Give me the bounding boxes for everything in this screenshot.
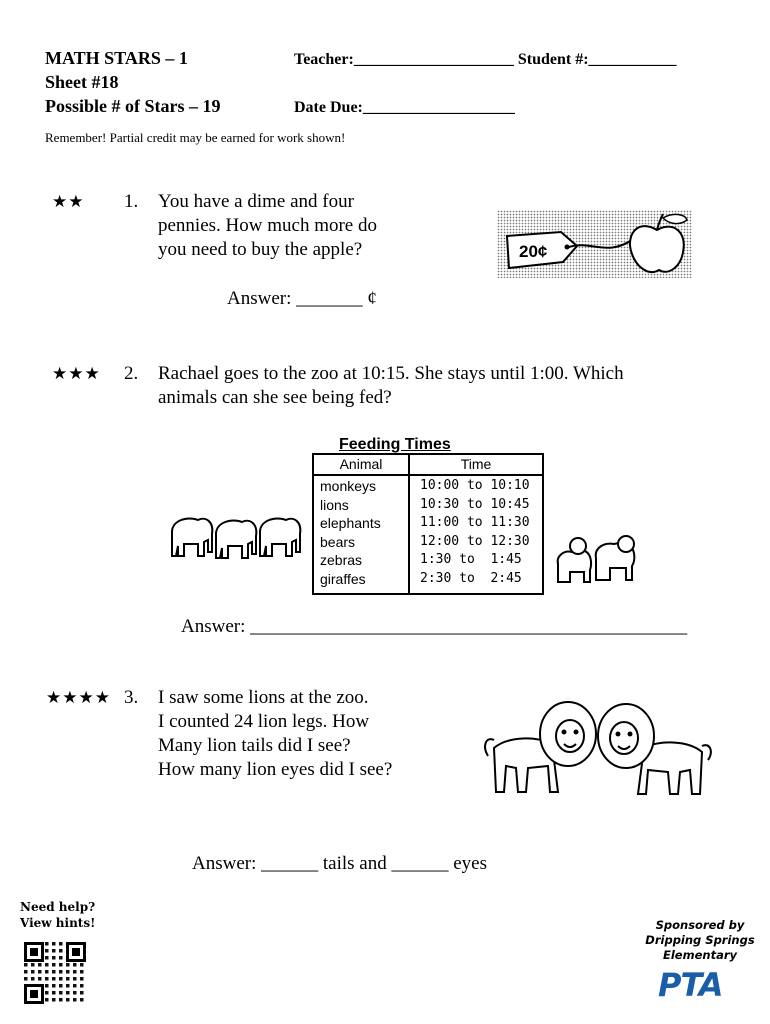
help-line-2: View hints! xyxy=(20,916,96,930)
q2-line: Rachael goes to the zoo at 10:15. She stays until 1:00. Which xyxy=(158,363,624,384)
q3-line: I counted 24 lion legs. How xyxy=(158,711,370,732)
teacher-blank: ____________________ xyxy=(353,51,514,68)
sponsor-line-2: Dripping Springs xyxy=(645,933,755,947)
student-blank: ___________ xyxy=(588,51,677,68)
q1-line: You have a dime and four xyxy=(158,191,354,212)
qr-finder xyxy=(66,942,86,962)
table-row xyxy=(314,551,536,570)
q3-text xyxy=(158,686,392,782)
teacher-field xyxy=(294,48,677,72)
q3-number: 3. xyxy=(124,687,139,708)
time-cell: 12:00 to 12:30 xyxy=(420,533,530,549)
reminder-note: Remember! Partial credit may be earned for work shown! xyxy=(45,130,346,145)
animal-cell: giraffes xyxy=(320,570,366,587)
lions-illustration xyxy=(478,696,718,800)
q2-text xyxy=(158,362,624,410)
qr-finder xyxy=(24,984,44,1004)
pta-logo: PTA xyxy=(658,966,723,1004)
sheet-number: Sheet #18 xyxy=(45,72,119,92)
q2-line: animals can she see being fed? xyxy=(158,387,392,408)
sponsor-line-3: Elementary xyxy=(663,948,737,962)
bears-illustration xyxy=(552,534,640,586)
q1-line: you need to buy the apple? xyxy=(158,239,363,260)
student-label: Student #: xyxy=(517,51,589,68)
animal-cell: monkeys xyxy=(320,478,377,494)
q2-number: 2. xyxy=(124,363,139,384)
animal-cell: elephants xyxy=(320,515,381,531)
feeding-times-table xyxy=(312,453,544,595)
q3-line: I saw some lions at the zoo. xyxy=(158,687,369,708)
date-label: Date Due: xyxy=(294,99,363,116)
q3-line: Many lion tails did I see? xyxy=(158,735,351,756)
date-blank: ___________________ xyxy=(362,99,515,116)
time-cell: 2:30 to 2:45 xyxy=(420,570,522,586)
feeding-times-title: Feeding Times xyxy=(339,436,451,453)
table-header-animal: Animal xyxy=(339,456,383,472)
table-row xyxy=(314,570,536,589)
animal-cell: lions xyxy=(320,496,349,513)
price-tag: 20¢ xyxy=(519,242,548,261)
header-divider xyxy=(314,474,542,476)
date-due-field xyxy=(294,96,515,120)
possible-stars: Possible # of Stars – 19 xyxy=(45,96,221,116)
q3-stars: ★★★★ xyxy=(46,688,111,707)
time-cell: 10:00 to 10:10 xyxy=(420,478,530,493)
time-cell: 1:30 to 1:45 xyxy=(420,552,522,567)
q3-line: How many lion eyes did I see? xyxy=(158,759,393,780)
table-header-time: Time xyxy=(460,456,492,472)
help-line-1: Need help? xyxy=(20,900,96,914)
q1-number: 1. xyxy=(124,191,139,212)
q2-stars: ★★★ xyxy=(52,364,101,383)
q1-stars: ★★ xyxy=(52,192,85,211)
q1-line: pennies. How much more do xyxy=(158,215,377,236)
worksheet-title: MATH STARS – 1 xyxy=(45,48,188,68)
time-cell: 11:00 to 11:30 xyxy=(420,515,530,530)
table-body xyxy=(314,477,536,588)
table-row xyxy=(314,514,536,533)
teacher-label: Teacher: xyxy=(294,51,354,68)
q1-answer: Answer: _______ ¢ xyxy=(227,288,377,309)
table-row xyxy=(314,477,536,496)
table-row xyxy=(314,496,536,515)
apple-illustration xyxy=(497,210,692,278)
sponsor-line-1: Sponsored by xyxy=(655,918,745,932)
time-cell: 10:30 to 10:45 xyxy=(420,496,530,512)
q3-answer: Answer: ______ tails and ______ eyes xyxy=(192,853,487,874)
elephants-illustration xyxy=(168,512,306,566)
qr-finder xyxy=(24,942,44,962)
animal-cell: bears xyxy=(320,533,356,550)
q2-answer: Answer: ______________________________________________ xyxy=(181,616,688,637)
q1-text xyxy=(158,190,377,262)
table-row xyxy=(314,533,536,552)
animal-cell: zebras xyxy=(320,552,363,568)
help-text xyxy=(20,899,95,931)
sponsor-text xyxy=(630,918,770,963)
qr-code[interactable] xyxy=(24,942,86,1004)
